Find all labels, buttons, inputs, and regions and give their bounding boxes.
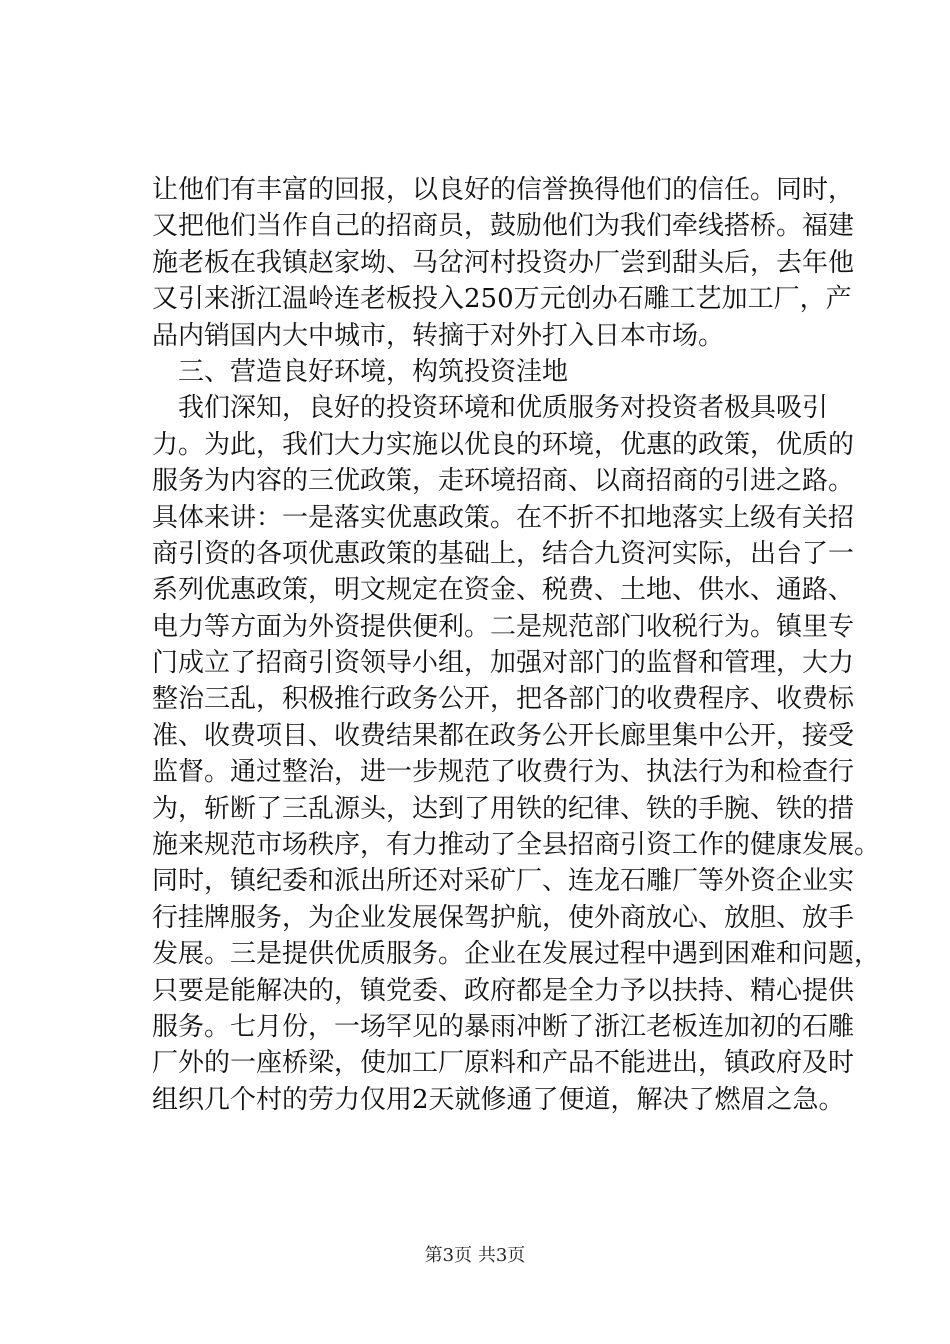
paragraph-line: 商引资的各项优惠政策的基础上，结合九资河实际，出台了一 bbox=[152, 538, 855, 569]
paragraph-line: 施老板在我镇赵家坳、马岔河村投资办厂尝到甜头后，去年他 bbox=[152, 247, 855, 278]
page-number-footer: 第3页 共3页 bbox=[424, 1245, 526, 1266]
paragraph-line: 施来规范市场秩序，有力推动了全县招商引资工作的健康发展。 bbox=[152, 830, 881, 861]
section-heading: 三、营造良好环境，构筑投资洼地 bbox=[178, 356, 569, 387]
paragraph-line: 电力等方面为外资提供便利。二是规范部门收税行为。镇里专 bbox=[152, 611, 855, 642]
paragraph-line: 门成立了招商引资领导小组，加强对部门的监督和管理，大力 bbox=[152, 648, 855, 679]
paragraph-line: 又引来浙江温岭连老板投入250万元创办石雕工艺加工厂，产 bbox=[152, 284, 852, 315]
paragraph-line: 让他们有丰富的回报，以良好的信誉换得他们的信任。同时， bbox=[152, 175, 855, 205]
paragraph-line: 系列优惠政策，明文规定在资金、税费、土地、供水、通路、 bbox=[152, 575, 855, 606]
paragraph-line: 准、收费项目、收费结果都在政务公开长廊里集中公开，接受 bbox=[152, 720, 855, 751]
paragraph-line: 组织几个村的劳力仅用2天就修通了便道，解决了燃眉之急。 bbox=[152, 1084, 845, 1115]
paragraph-line: 具体来讲：一是落实优惠政策。在不折不扣地落实上级有关招 bbox=[152, 502, 855, 533]
paragraph-line: 同时，镇纪委和派出所还对采矿厂、连龙石雕厂等外资企业实 bbox=[152, 866, 855, 897]
paragraph-line: 品内销国内大中城市，转摘于对外打入日本市场。 bbox=[152, 320, 725, 351]
paragraph-line: 为，斩断了三乱源头，达到了用铁的纪律、铁的手腕、铁的措 bbox=[152, 793, 855, 824]
paragraph-line: 服务为内容的三优政策，走环境招商、以商招商的引进之路。 bbox=[152, 466, 855, 497]
paragraph-line: 行挂牌服务，为企业发展保驾护航，使外商放心、放胆、放手 bbox=[152, 902, 855, 933]
paragraph-line: 监督。通过整治，进一步规范了收费行为、执法行为和检查行 bbox=[152, 757, 855, 788]
paragraph-line: 只要是能解决的，镇党委、政府都是全力予以扶持、精心提供 bbox=[152, 975, 855, 1006]
paragraph-line: 力。为此，我们大力实施以优良的环境，优惠的政策，优质的 bbox=[152, 429, 855, 460]
paragraph-line: 我们深知，良好的投资环境和优质服务对投资者极具吸引 bbox=[178, 393, 829, 424]
paragraph-line: 发展。三是提供优质服务。企业在发展过程中遇到困难和问题， bbox=[152, 939, 881, 970]
paragraph-line: 服务。七月份，一场罕见的暴雨冲断了浙江老板连加初的石雕 bbox=[152, 1011, 855, 1042]
paragraph-line: 又把他们当作自己的招商员，鼓励他们为我们牵线搭桥。福建 bbox=[152, 211, 855, 242]
document-body bbox=[152, 172, 881, 1118]
paragraph-line: 整治三乱，积极推行政务公开，把各部门的收费程序、收费标 bbox=[152, 684, 855, 715]
paragraph-line: 厂外的一座桥梁，使加工厂原料和产品不能进出，镇政府及时 bbox=[152, 1048, 855, 1079]
